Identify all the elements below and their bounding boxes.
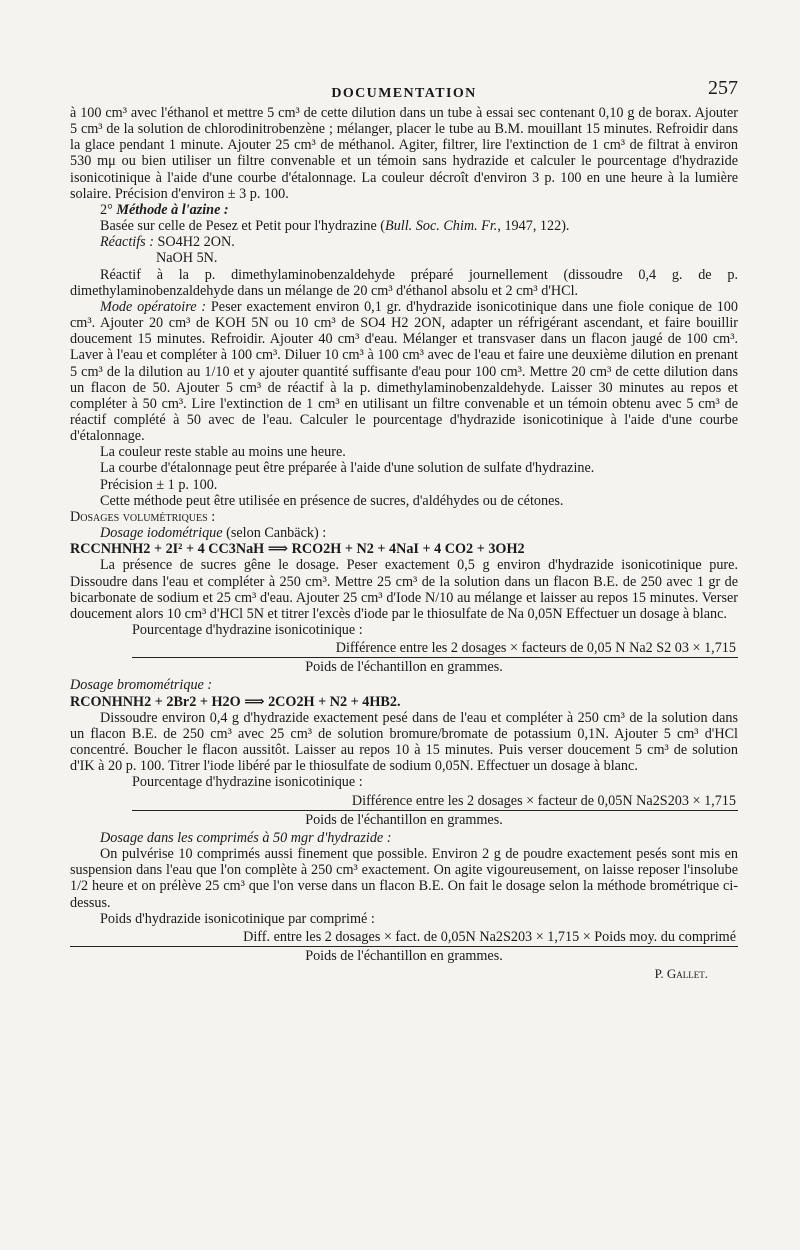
reagents-label: Réactifs : xyxy=(100,234,154,251)
fraction-numerator: Différence entre les 2 dosages × facteur de 0,05N Na2S203 × 1,715 xyxy=(132,793,738,811)
equation-iodometric: RCCNHNH2 + 2I² + 4 CC3NaH ⟹ RCO2H + N2 + 4NaI + 4 CO2 + 3OH2 xyxy=(70,541,525,558)
paragraph-iodometric: La présence de sucres gêne le dosage. Peser exactement 0,5 g environ d'hydrazide isonicotinique pure. Dissoudre dans l'eau et compléter à 250 cm³. Mettre 25 cm³ de la solution dans un flacon B.E. de 250 avec 1 gr de bicarbonate de sodium et 25 cm³ d'eau. Ajouter 25 cm³ d'Iode N/10 au mélange et laisser au repos 15 minutes. Verser doucement alors 10 cm³ d'HCl 5N et titrer l'excès d'iode par le thiosulfate de Na 0,05N Effectuer un dosage à blanc. xyxy=(70,557,738,622)
bromometric-title: Dosage bromométrique : xyxy=(70,677,213,694)
paragraph-precision: Précision ± 1 p. 100. xyxy=(100,476,218,493)
section-volumetric-heading: Dosages volumétriques : xyxy=(70,508,216,525)
section-number: 2° xyxy=(100,201,117,218)
document-page xyxy=(70,77,738,982)
paragraph-reagent-prep: Réactif à la p. dimethylaminobenzaldehyde préparé journellement (dissoudre 0,4 g. de p. dimethylaminobenzaldehyde dans un mélange de 20 cm³ d'éthanol absolu et 2 cm³ d'HCl. xyxy=(70,266,738,299)
paragraph-azine-basis: Basée sur celle de Pesez et Petit pour l'hydrazine (Bull. Soc. Chim. Fr., 1947, 122). xyxy=(100,218,570,235)
paragraph-bromometric: Dissoudre environ 0,4 g d'hydrazide exactement pesé dans de l'eau et compléter à 250 cm³ de la solution dans un flacon B.E. de 250 cm³ avec 25 cm³ de solution bromure/bromate de potassium 0,1N. Ajouter 5 cm³ d'HCl concentré. Boucher le flacon aussitôt. Laisser au repos 10 à 15 minutes. Puis verser doucement 5 cm³ de solution d'IK à 20 p. 100. Titrer l'iode libéré par le thiosulfate de sodium 0,05N. Effectuer un dosage à blanc. xyxy=(70,709,738,775)
fraction-numerator: Différence entre les 2 dosages × facteurs de 0,05 N Na2 S2 03 × 1,715 xyxy=(132,640,738,658)
volumetric-title: Dosages volumétriques xyxy=(70,508,208,525)
reagents-line-2: NaOH 5N. xyxy=(156,250,218,267)
paragraph-color-stable: La couleur reste stable au moins une heure. xyxy=(100,444,346,461)
formula-fraction-3 xyxy=(70,929,738,964)
fraction-denominator: Poids de l'échantillon en grammes. xyxy=(305,811,503,828)
section-azine-heading xyxy=(70,202,738,218)
paragraph-calibration: La courbe d'étalonnage peut être préparée à l'aide d'une solution de sulfate d'hydrazine. xyxy=(100,460,595,477)
per-tablet-label: Poids d'hydrazide isonicotinique par comprimé : xyxy=(100,910,375,927)
journal-reference: Bull. Soc. Chim. Fr. xyxy=(385,218,498,235)
paragraph-mode-operatoire: Mode opératoire : Peser exactement environ 0,1 gr. d'hydrazide isonicotinique dans une fiole conique de 100 cm³. Ajouter 20 cm³ de KOH 5N ou 10 cm³ de SO4 H2 2ON, adapter un réfrigérant ascendant, et faire bouillir doucement 15 minutes. Refroidir. Ajouter 40 cm³ d'eau. Mélanger et transvaser dans un flacon jaugé de 100 cm³. Laver à l'eau et compléter à 100 cm³. Diluer 10 cm³ à 100 cm³ avec de l'eau et faire une deuxième dilution en prenant 5 cm³ de la dilution au 1/10 et y ajouter quantité suffisante d'eau pour 100 cm³. Mettre 20 cm³ de cette dilution dans un flacon de 50. Ajouter 5 cm³ de réactif à la p. dimethylaminobenzaldehyde. Laisser 30 minutes au repos et compléter à 50 cm³. Lire l'extinction de 1 cm³ en utilisant un filtre convenable et un témoin obtenu avec 5 cm³ de réactif complété à 50 avec de l'eau. Calculer le pourcentage d'hydrazide isonicotinique à l'aide d'une courbe d'étalonnage. xyxy=(70,298,738,445)
running-title: DOCUMENTATION xyxy=(331,86,477,101)
fraction-denominator: Poids de l'échantillon en grammes. xyxy=(305,947,503,964)
equation-bromometric: RCONHNH2 + 2Br2 + H2O ⟹ 2CO2H + N2 + 4HB2. xyxy=(70,693,401,710)
iodometric-heading: Dosage iodométrique (selon Canbäck) : xyxy=(100,525,327,542)
paragraph-chlorodinitro-end: à 100 cm³ avec l'éthanol et mettre 5 cm³ de cette dilution dans un tube à essai sec contenant 0,10 g de borax. Ajouter 5 cm³ de la solution de chlorodinitrobenzène ; mélanger, placer le tube au B.M. mouillant 15 minutes. Refroidir dans la glace pendant 1 minute. Ajouter 25 cm³ de méthanol. Agiter, filtrer, lire l'extinction de 1 cm³ de filtrat à environ 530 mμ ou bien utiliser un filtre convenable et un témoin sans hydrazide et calculer le pourcentage d'hydrazide isonicotinique à l'aide d'une courbe d'étalonnage. La couleur décroît d'environ 3 p. 100 en une heure à la lumière solaire. Précision d'environ ± 3 p. 100. xyxy=(70,105,738,202)
formula-fraction-1 xyxy=(70,640,738,675)
percentage-label-1: Pourcentage d'hydrazine isonicotinique : xyxy=(132,622,363,638)
page-number: 257 xyxy=(708,77,738,99)
mode-label: Mode opératoire : xyxy=(100,298,207,315)
author-signature: P. Gallet. xyxy=(654,966,708,982)
fraction-denominator: Poids de l'échantillon en grammes. xyxy=(305,659,503,676)
fraction-numerator: Diff. entre les 2 dosages × fact. de 0,05N Na2S203 × 1,715 × Poids moy. du comprimé xyxy=(70,929,738,947)
percentage-label-2: Pourcentage d'hydrazine isonicotinique : xyxy=(132,774,363,791)
iodometric-title: Dosage iodométrique xyxy=(100,525,223,542)
page-header xyxy=(70,77,738,104)
paragraph-method-use: Cette méthode peut être utilisée en présence de sucres, d'aldéhydes ou de cétones. xyxy=(100,492,564,509)
tablet-assay-title: Dosage dans les comprimés à 50 mgr d'hydrazide : xyxy=(100,829,392,846)
reagents-line-1: Réactifs : SO4H2 2ON. xyxy=(100,234,235,251)
formula-fraction-2 xyxy=(70,793,738,828)
section-title: Méthode à l'azine : xyxy=(116,201,229,218)
paragraph-tablet-assay: On pulvérise 10 comprimés aussi finement que possible. Environ 2 g de poudre exactement pesés sont mis en suspension dans l'eau que l'on complète à 250 cm³ exactement. On agite vigoureusement, on laisse reposer l'insolube 1/2 heure et on prélève 25 cm³ que l'on verse dans un flacon B.E. On fait le dosage selon la méthode brométrique ci-dessus. xyxy=(70,846,738,911)
